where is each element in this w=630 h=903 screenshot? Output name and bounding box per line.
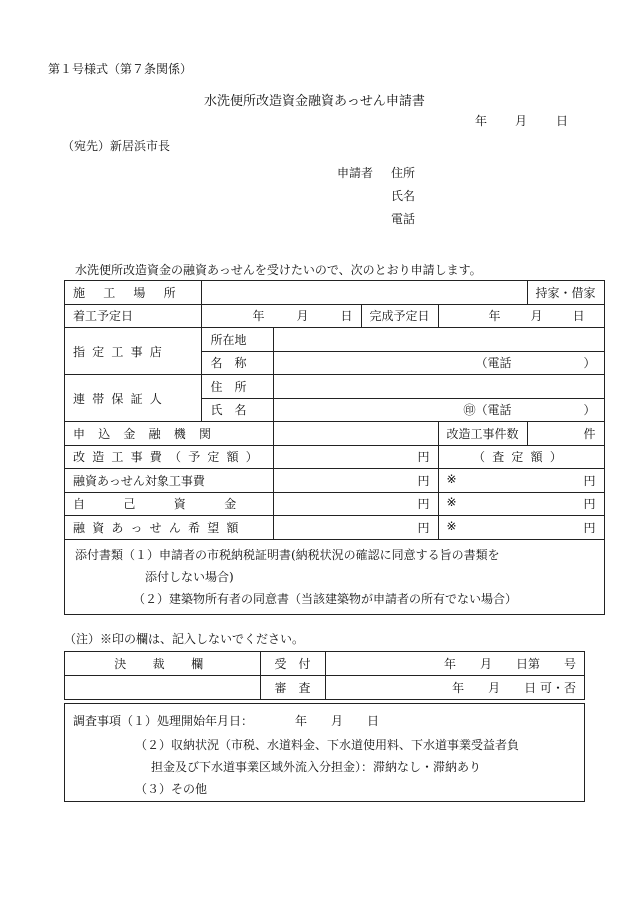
receipt-label: 受 付 <box>260 652 325 676</box>
decision-field[interactable] <box>65 676 261 700</box>
attachment-line-1: 添付書類（１）申請者の市税納税証明書(納税状況の確認に同意する旨の書類を <box>75 547 500 562</box>
applicant-name-label: 氏名 <box>391 189 416 203</box>
attachments-cell <box>65 539 605 614</box>
target-assessed-field: ※ 円 <box>438 469 604 493</box>
page-title: 水洗便所改造資金融資あっせん申請書 <box>204 94 425 109</box>
survey-box <box>64 703 585 802</box>
assessed-label: （査定額） <box>438 445 604 469</box>
survey-line-1: 調査事項（１）処理開始年月日： 年 月 日 <box>73 714 380 728</box>
applicant-address-label: 住所 <box>391 166 416 180</box>
applicant-phone-label: 電話 <box>391 212 416 226</box>
date-month-label: 月 <box>515 114 528 128</box>
guarantor-address-label: 住 所 <box>202 375 274 399</box>
target-cost-field[interactable]: 円 <box>274 469 439 493</box>
institution-field[interactable] <box>274 422 439 446</box>
desired-amount-field[interactable]: 円 <box>274 516 439 540</box>
date-day-label: 日 <box>556 114 569 128</box>
guarantor-label: 連帯保証人 <box>65 375 202 422</box>
intro-text: 水洗便所改造資金の融資あっせんを受けたいので、次のとおり申請します。 <box>75 263 482 277</box>
survey-line-3: 担金及び下水道事業区域外流入分担金）：滞納なし・滞納あり <box>151 760 482 774</box>
contractor-label: 指定工事店 <box>65 328 202 375</box>
addressee: （宛先）新居浜市長 <box>62 139 171 153</box>
contractor-name-label: 名 称 <box>202 351 274 375</box>
cost-field[interactable]: 円 <box>274 445 439 469</box>
form-number: 第１号様式（第７条関係） <box>48 62 193 76</box>
guarantor-name-field[interactable]: ㊞（電話 ） <box>274 398 605 422</box>
applicant-label: 申請者 <box>337 166 374 180</box>
attachment-line-2: 添付しない場合) <box>145 569 234 584</box>
review-field[interactable]: 年 月 日 可・否 <box>325 676 584 700</box>
desired-amount-label: 融資あっせん希望額 <box>65 516 274 540</box>
site-label: 施 工 場 所 <box>65 281 202 305</box>
site-field[interactable] <box>202 281 527 305</box>
complete-date-field[interactable]: 年 月 日 <box>438 304 604 328</box>
survey-line-4: （３）その他 <box>135 782 208 796</box>
start-date-label: 着工予定日 <box>65 304 202 328</box>
contractor-location-field[interactable] <box>274 328 605 352</box>
seal-mark: ㊞ <box>463 403 476 418</box>
cost-label: 改造工事費（予定額） <box>65 445 274 469</box>
attachment-line-3: （２）建築物所有者の同意書（当該建築物が申請者の所有でない場合） <box>133 591 518 606</box>
contractor-name-field[interactable]: （電話 ） <box>274 351 605 375</box>
receipt-field[interactable]: 年 月 日第 号 <box>325 652 584 676</box>
contractor-location-label: 所在地 <box>202 328 274 352</box>
work-count-field[interactable]: 件 <box>527 422 604 446</box>
self-fund-assessed-field: ※ 円 <box>438 492 604 516</box>
target-cost-label: 融資あっせん対象工事費 <box>65 469 274 493</box>
desired-assessed-field: ※ 円 <box>438 516 604 540</box>
survey-line-2: （２）収納状況（市税、水道料金、下水道使用料、下水道事業受益者負 <box>135 738 520 752</box>
note-text: （注）※印の欄は、記入しないでください。 <box>64 632 305 646</box>
decision-table <box>64 651 585 700</box>
decision-label: 決 裁 欄 <box>65 652 261 676</box>
ownership-option[interactable]: 持家・借家 <box>527 281 604 305</box>
complete-date-label: 完成予定日 <box>361 304 438 328</box>
self-fund-field[interactable]: 円 <box>274 492 439 516</box>
start-date-field[interactable]: 年 月 日 <box>202 304 361 328</box>
guarantor-address-field[interactable] <box>274 375 605 399</box>
self-fund-label: 自 己 資 金 <box>65 492 274 516</box>
work-count-label: 改造工事件数 <box>438 422 527 446</box>
institution-label: 申込金融機関 <box>65 422 274 446</box>
guarantor-name-label: 氏 名 <box>202 398 274 422</box>
application-table <box>64 280 605 615</box>
review-label: 審 査 <box>260 676 325 700</box>
date-year-label: 年 <box>475 114 488 128</box>
